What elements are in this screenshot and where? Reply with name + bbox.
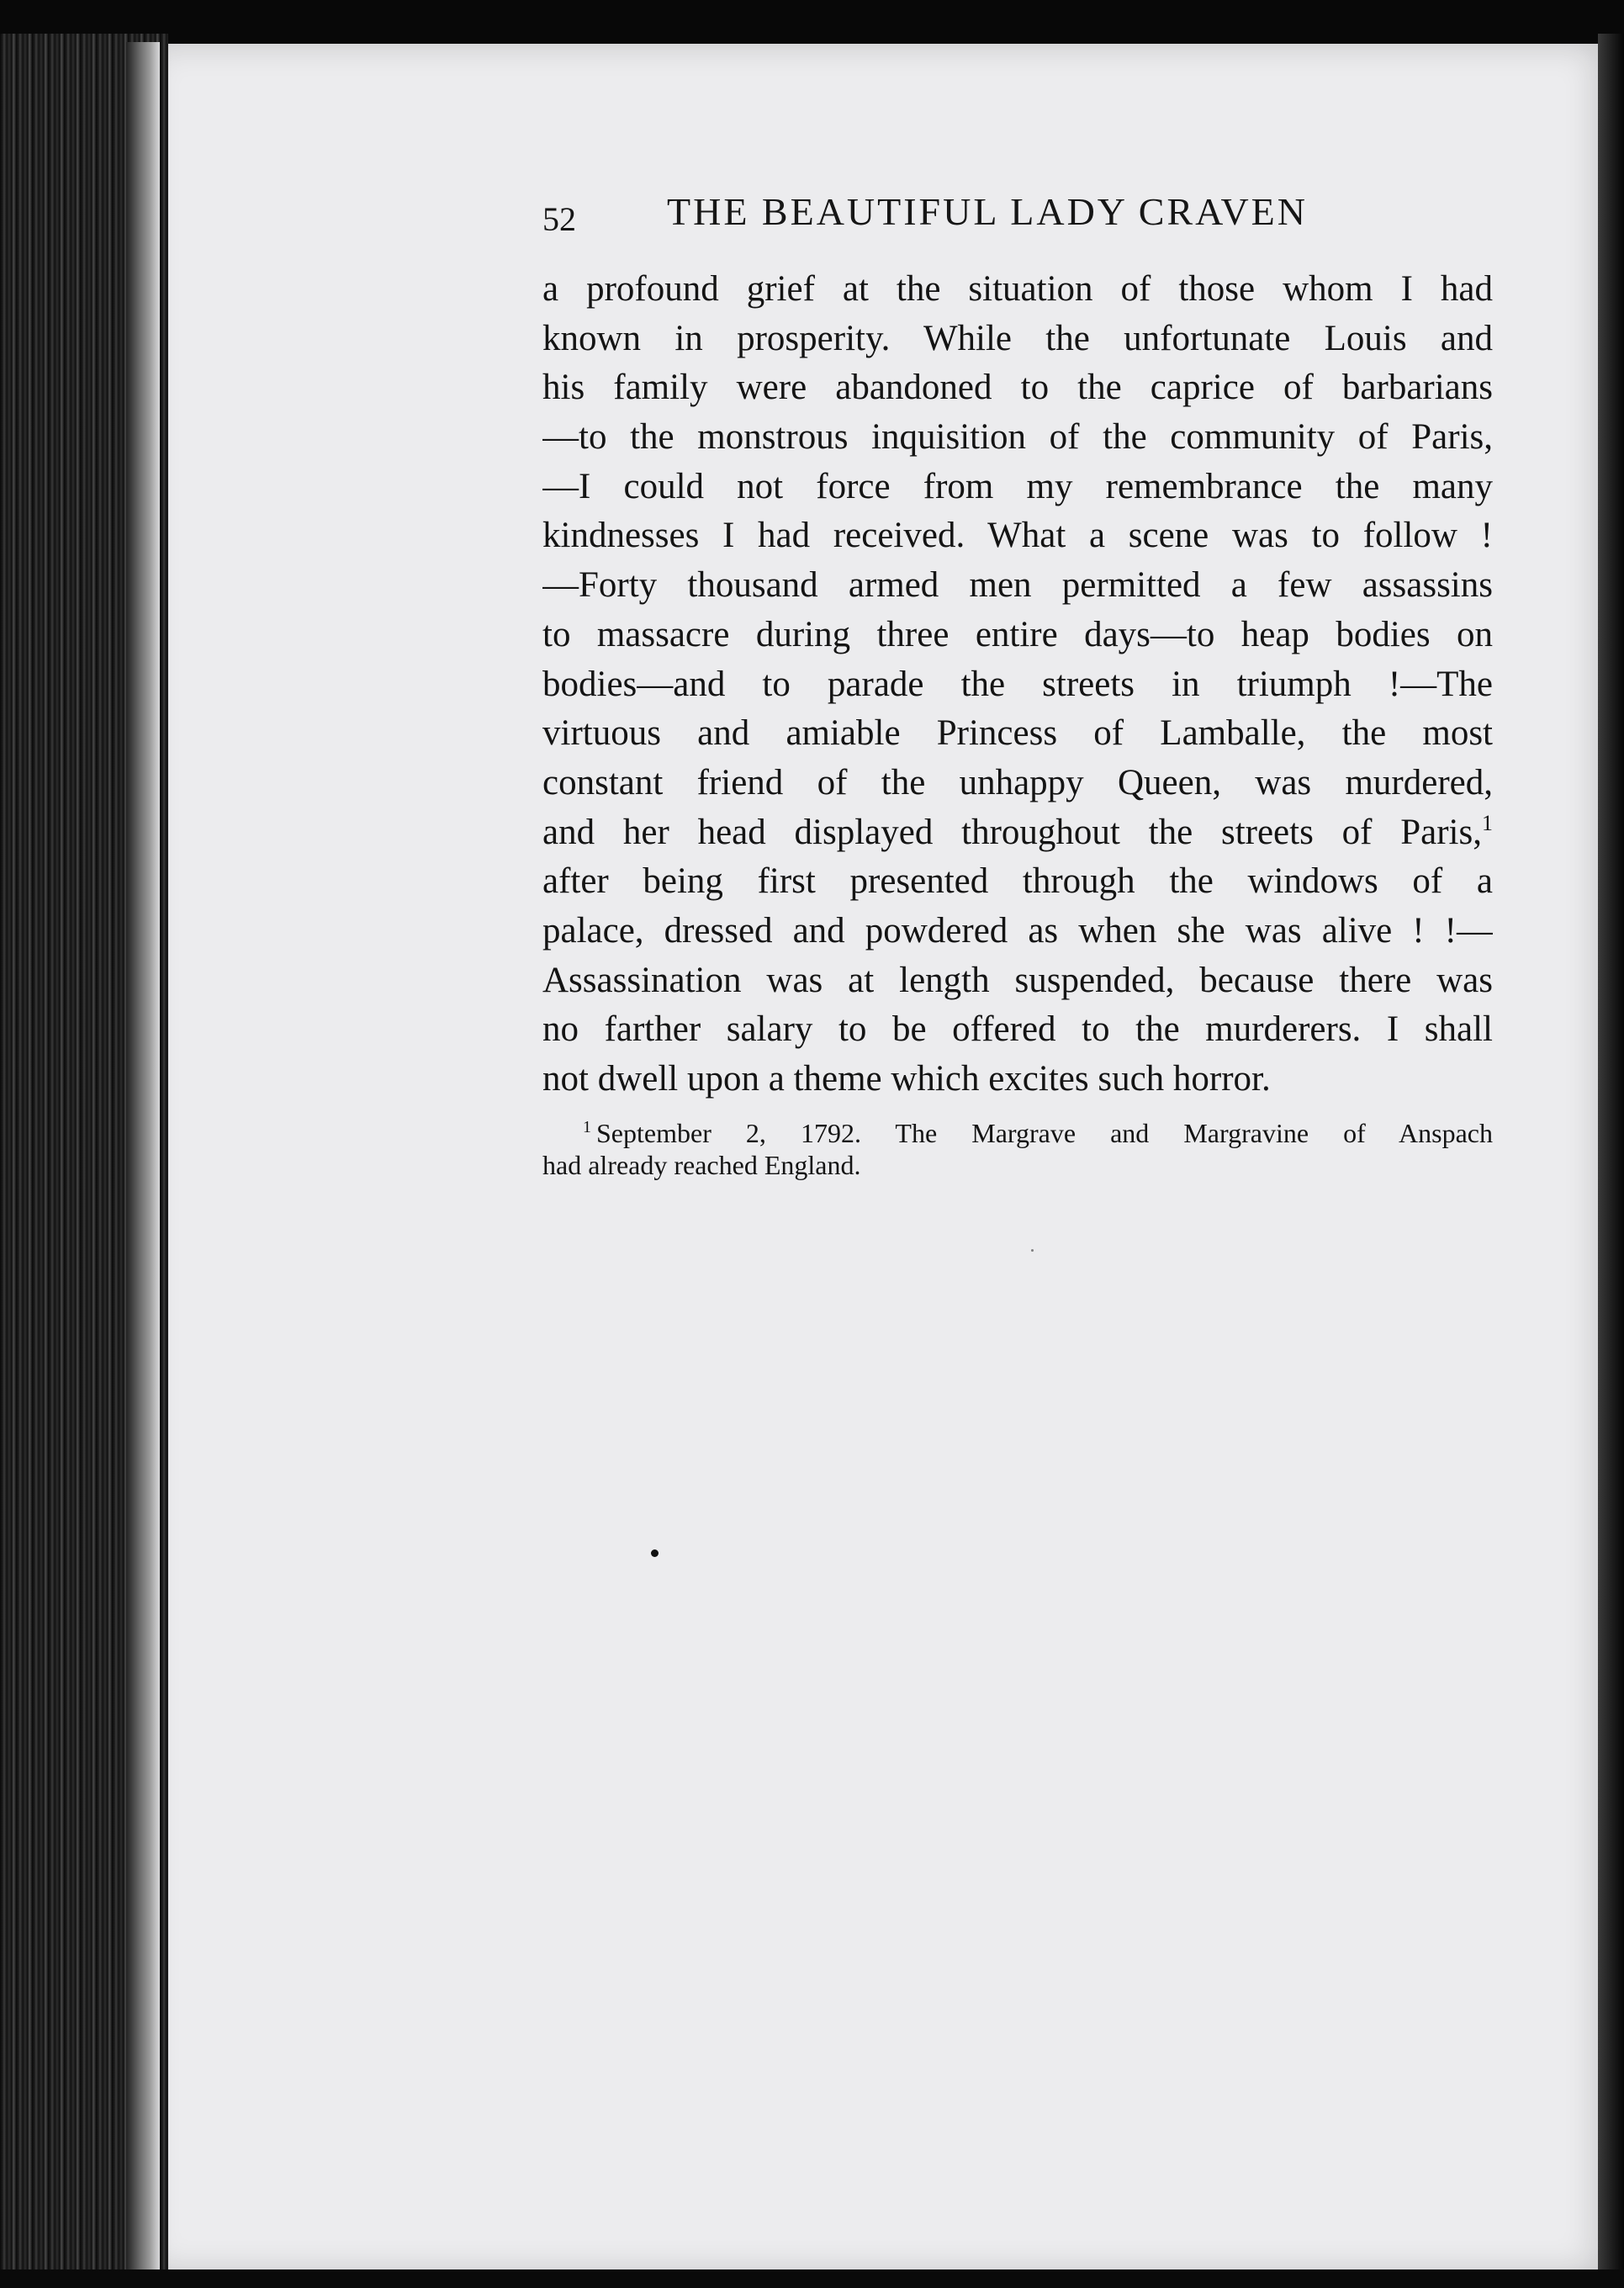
text-line: Assassination was at length suspended, because there was (542, 960, 1493, 1000)
text-line: not dwell upon a theme which excites such horror. (542, 1059, 1271, 1099)
text-line: kindnesses I had received. What a scene was to follow ! (542, 516, 1493, 556)
text-line: a profound grief at the situation of those whom I had (542, 269, 1493, 309)
footnote-line (542, 1117, 1493, 1149)
text-line: to massacre during three entire days—to heap bodies on (542, 614, 1493, 654)
text-line-content: and her head displayed throughout the streets of Paris, (542, 812, 1482, 852)
scan-background-right (1598, 34, 1624, 2288)
text-line-with-footnote-ref (542, 808, 1493, 858)
scan-speck (1031, 1249, 1034, 1252)
page-gutter-shadow (126, 42, 160, 2280)
text-line: —Forty thousand armed men permitted a few assassins (542, 565, 1493, 606)
running-title: THE BEAUTIFUL LADY CRAVEN (667, 190, 1308, 233)
scan-speck (651, 1549, 659, 1557)
footnote-number: 1 (583, 1118, 591, 1136)
text-line: —I could not force from my remembrance the many (542, 466, 1493, 506)
footnote-text: September 2, 1792. The Margrave and Margravine of Anspach (596, 1118, 1493, 1148)
running-header (542, 189, 1497, 240)
text-line: his family were abandoned to the caprice of barbarians (542, 368, 1493, 408)
text-line: virtuous and amiable Princess of Lamballe, the most (542, 713, 1493, 754)
text-line: constant friend of the unhappy Queen, was murdered, (542, 762, 1493, 802)
footnote-reference: 1 (1482, 810, 1493, 835)
text-line: known in prosperity. While the unfortunate Louis and (542, 318, 1493, 358)
text-line: after being first presented through the windows of a (542, 861, 1493, 902)
body-text (542, 265, 1493, 1104)
page-number: 52 (542, 200, 576, 238)
text-line: —to the monstrous inquisition of the community of Paris, (542, 417, 1493, 458)
scan-background-bottom (0, 2269, 1624, 2288)
footnote-line: had already reached England. (542, 1150, 861, 1180)
scan-background-top (0, 0, 1624, 50)
text-line: palace, dressed and powdered as when she was alive ! !— (542, 910, 1493, 951)
footnote (542, 1117, 1493, 1181)
text-line: no farther salary to be offered to the murderers. I shall (542, 1009, 1493, 1050)
text-line: bodies—and to parade the streets in triumph !—The (542, 664, 1493, 704)
